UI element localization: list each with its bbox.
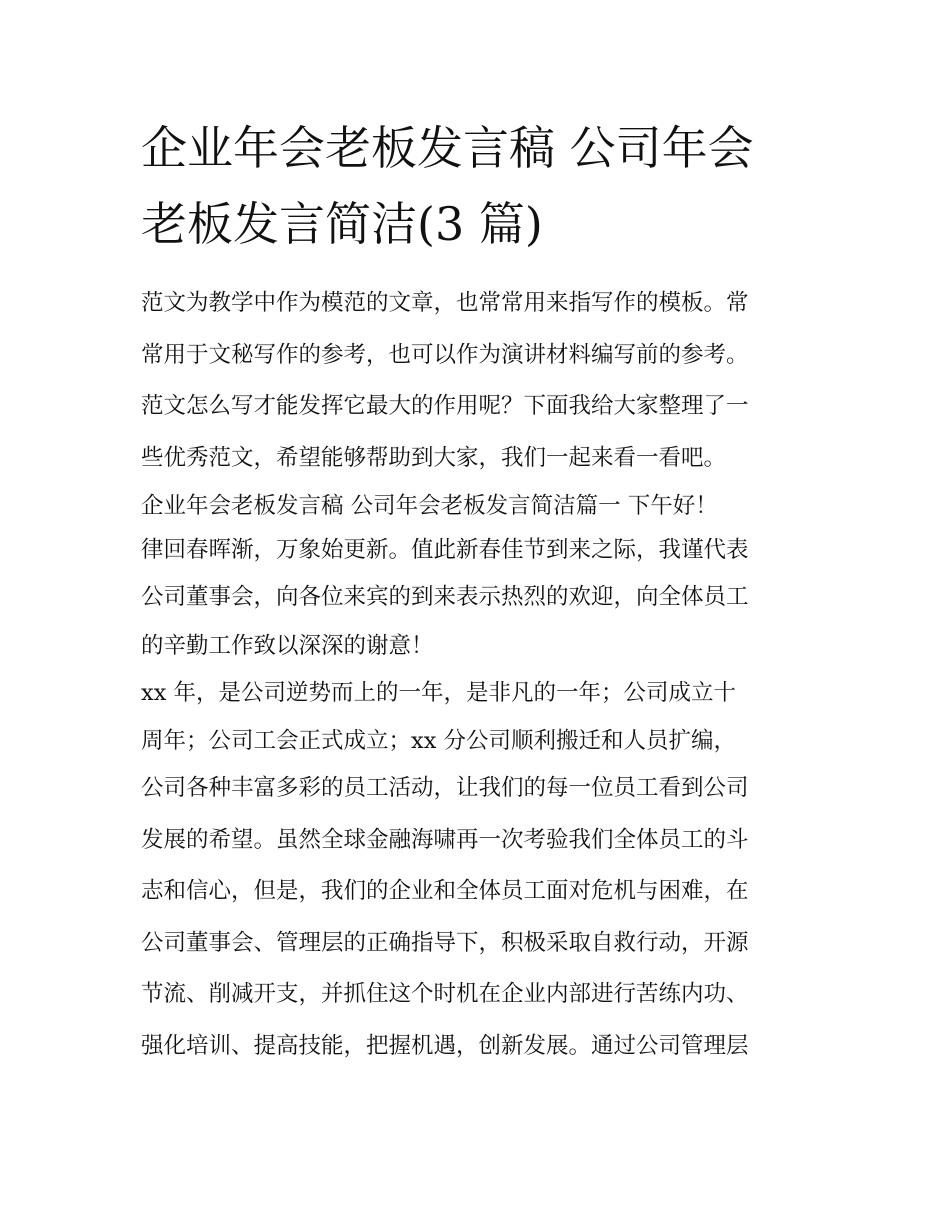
document-page — [141, 110, 813, 1072]
text-line: 的辛勤工作致以深深的谢意！ — [141, 632, 434, 659]
text-line: 强化培训、提高技能，把握机遇，创新发展。通过公司管理层 — [141, 1032, 749, 1059]
text-line: 公司董事会、管理层的正确指导下，积极采取自救行动，开源 — [141, 929, 749, 956]
text-line: 常用于文秘写作的参考，也可以作为演讲材料编写前的参考。 — [141, 341, 749, 368]
text-line: 公司各种丰富多彩的员工活动，让我们的每一位员工看到公司 — [141, 775, 749, 801]
text-line: 范文为教学中作为模范的文章，也常常用来指写作的模板。常 — [141, 290, 749, 316]
text-line: 节流、削减开支，并抓住这个时机在企业内部进行苦练内功、 — [141, 981, 749, 1007]
text-line: 志和信心，但是，我们的企业和全体员工面对危机与困难，在 — [141, 878, 749, 904]
text-line: 律回春晖渐，万象始更新。值此新春佳节到来之际，我谨代表 — [141, 537, 749, 563]
title-line-1: 企业年会老板发言稿 公司年会 — [141, 121, 754, 175]
text-line: 发展的希望。虽然全球金融海啸再一次考验我们全体员工的斗 — [141, 826, 749, 853]
title-line-2: 老板发言简洁(3 篇) — [141, 197, 543, 251]
text-line: 公司董事会，向各位来宾的到来表示热烈的欢迎，向全体员工 — [141, 584, 749, 610]
text-line: 周年；公司工会正式成立；xx 分公司顺利搬迁和人员扩编， — [141, 728, 737, 754]
document-body — [141, 278, 813, 1072]
section-heading-line: 企业年会老板发言稿 公司年会老板发言简洁篇一 下午好！ — [141, 493, 718, 519]
text-line: 些优秀范文，希望能够帮助到大家，我们一起来看一看吧。 — [141, 444, 727, 471]
text-line: 范文怎么写才能发挥它最大的作用呢？下面我给大家整理了一 — [141, 393, 749, 419]
text-line: xx 年，是公司逆势而上的一年，是非凡的一年；公司成立十 — [141, 679, 737, 706]
document-title — [141, 110, 813, 262]
